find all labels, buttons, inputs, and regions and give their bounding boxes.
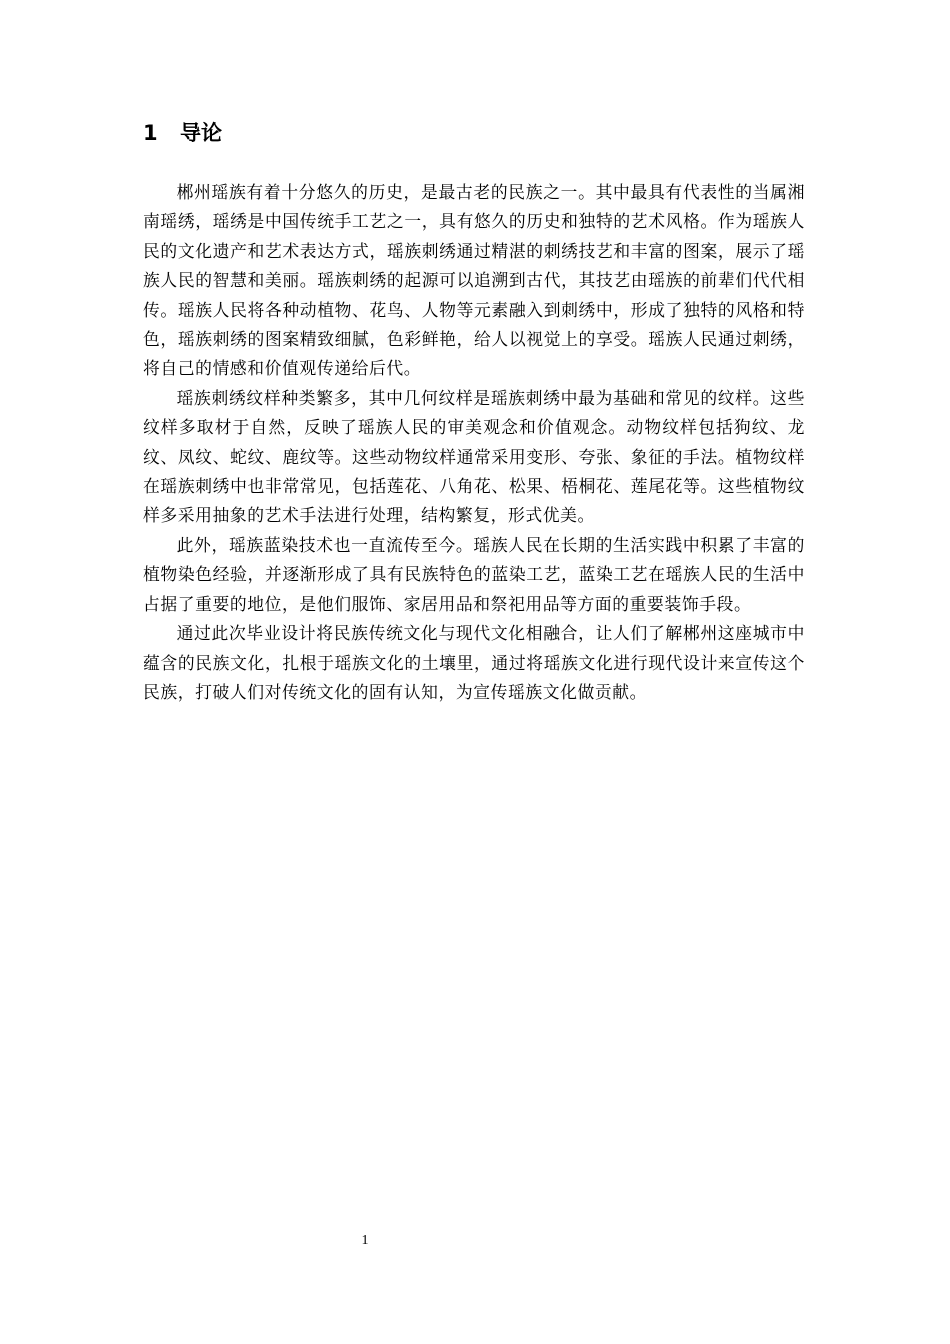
paragraph-4: 通过此次毕业设计将民族传统文化与现代文化相融合，让人们了解郴州这座城市中蕴含的民族文化，扎根于瑶族文化的土壤里，通过将瑶族文化进行现代设计来宣传这个民族，打破人们对传统文化的固有认知，为宣传瑶族文化做贡献。 — [143, 623, 805, 702]
section-number: 1 — [143, 121, 158, 145]
paragraph-1: 郴州瑶族有着十分悠久的历史，是最古老的民族之一。其中最具有代表性的当属湘南瑶绣，瑶绣是中国传统手工艺之一，具有悠久的历史和独特的艺术风格。作为瑶族人民的文化遗产和艺术表达方式，瑶族刺绣通过精湛的刺绣技艺和丰富的图案，展示了瑶族人民的智慧和美丽。瑶族刺绣的起源可以追溯到古代，其技艺由瑶族的前辈们代代相传。瑶族人民将各种动植物、花鸟、人物等元素融入到刺绣中，形成了独特的风格和特色，瑶族刺绣的图案精致细腻，色彩鲜艳，给人以视觉上的享受。瑶族人民通过刺绣，将自己的情感和价值观传递给后代。 — [143, 182, 805, 379]
paragraph-2: 瑶族刺绣纹样种类繁多，其中几何纹样是瑶族刺绣中最为基础和常见的纹样。这些纹样多取材于自然，反映了瑶族人民的审美观念和价值观念。动物纹样包括狗纹、龙纹、凤纹、蛇纹、鹿纹等。这些动物纹样通常采用变形、夸张、象征的手法。植物纹样在瑶族刺绣中也非常常见，包括莲花、八角花、松果、梧桐花、莲尾花等。这些植物纹样多采用抽象的艺术手法进行处理，结构繁复，形式优美。 — [143, 387, 805, 526]
page-number: 1 — [361, 1233, 369, 1248]
paragraph-3: 此外，瑶族蓝染技术也一直流传至今。瑶族人民在长期的生活实践中积累了丰富的植物染色经验，并逐渐形成了具有民族特色的蓝染工艺，蓝染工艺在瑶族人民的生活中占据了重要的地位，是他们服饰、家居用品和祭祀用品等方面的重要装饰手段。 — [143, 534, 805, 614]
section-heading — [143, 118, 222, 148]
section-title: 导论 — [180, 121, 222, 145]
body-text — [143, 178, 805, 707]
